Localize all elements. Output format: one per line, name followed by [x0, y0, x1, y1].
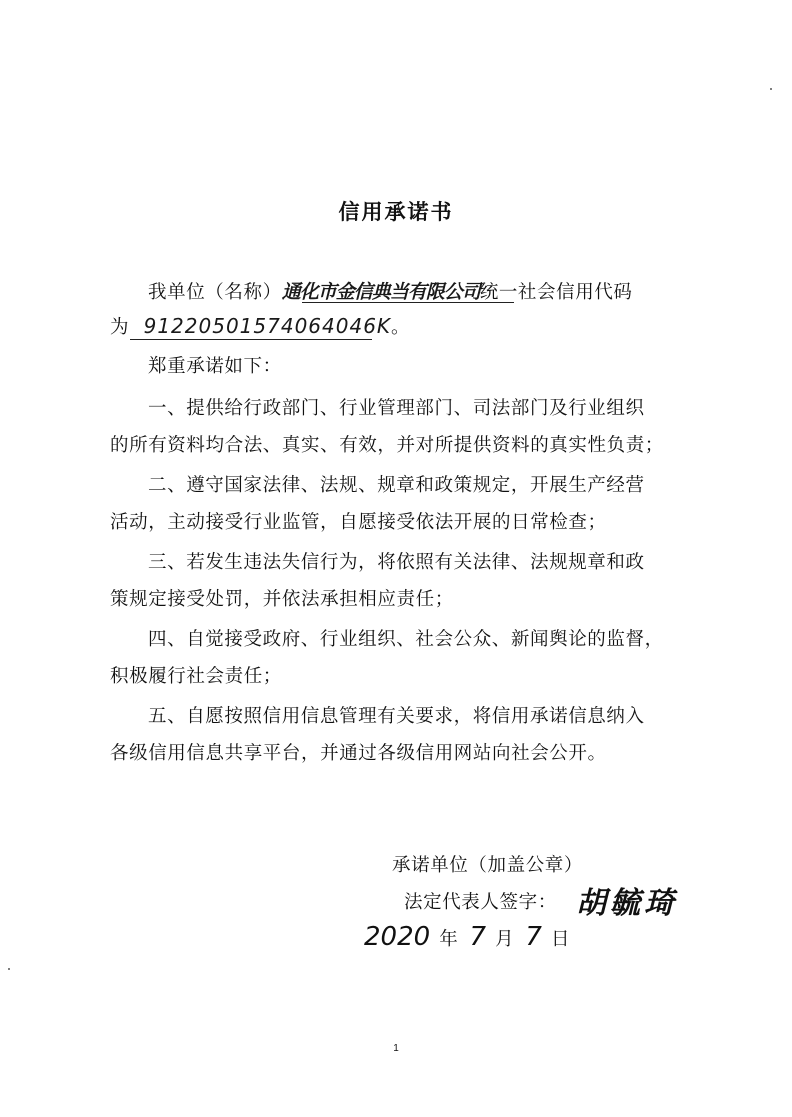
pledging-unit-label: 承诺单位（加盖公章） — [392, 855, 584, 876]
pledge-item-4-line-1: 四、自觉接受政府、行业组织、社会公众、新闻舆论的监督， — [148, 629, 664, 650]
intro-line-1 — [148, 277, 633, 304]
pledge-item-4-line-2: 积极履行社会责任； — [110, 666, 282, 687]
pledge-item-2-line-2: 活动，主动接受行业监管，自愿接受依法开展的日常检查； — [110, 512, 607, 533]
month-unit: 月 — [495, 929, 515, 950]
pledge-item-3-line-1: 三、若发生违法失信行为，将依照有关法律、法规规章和政 — [148, 552, 645, 573]
scan-speck — [770, 88, 772, 90]
pledge-item-3-line-2: 策规定接受处罚，并依法承担相应责任； — [110, 589, 454, 610]
handwritten-month: 7 — [469, 922, 487, 952]
code-suffix: 。 — [391, 317, 411, 338]
handwritten-signature: 胡毓琦 — [576, 886, 678, 921]
scan-speck — [8, 968, 10, 970]
page-number: 1 — [393, 1043, 399, 1054]
day-unit: 日 — [550, 929, 571, 950]
legal-rep-line — [404, 888, 557, 914]
pledge-item-5-line-1: 五、自愿按照信用信息管理有关要求，将信用承诺信息纳入 — [148, 706, 645, 727]
document-title: 信用承诺书 — [338, 199, 454, 224]
date-line — [364, 922, 570, 952]
code-prefix: 为 — [110, 317, 130, 338]
credit-code-underline — [130, 339, 372, 340]
handwritten-credit-code: 91220501574064046K — [143, 314, 392, 338]
pledge-item-5-line-2: 各级信用信息共享平台，并通过各级信用网站向社会公开。 — [110, 743, 607, 764]
pledge-item-2-line-1: 二、遵守国家法律、法规、规章和政策规定，开展生产经营 — [148, 475, 645, 496]
intro-prefix: 我单位（名称） — [148, 282, 282, 303]
intro-suffix: 统一社会信用代码 — [479, 282, 633, 303]
handwritten-year: 2020 — [364, 922, 431, 952]
intro-line-2 — [110, 313, 410, 339]
legal-rep-label: 法定代表人签字： — [404, 892, 557, 913]
pledge-item-1-line-2: 的所有资料均合法、真实、有效，并对所提供资料的真实性负责； — [110, 435, 664, 456]
year-unit: 年 — [439, 929, 459, 950]
pledge-item-1-line-1: 一、提供给行政部门、行业管理部门、司法部门及行业组织 — [148, 398, 645, 419]
handwritten-company-name: 通化市金信典当有限公司 — [281, 281, 480, 303]
company-underline — [302, 302, 514, 303]
handwritten-day: 7 — [525, 922, 542, 952]
pledge-heading: 郑重承诺如下： — [148, 356, 282, 377]
